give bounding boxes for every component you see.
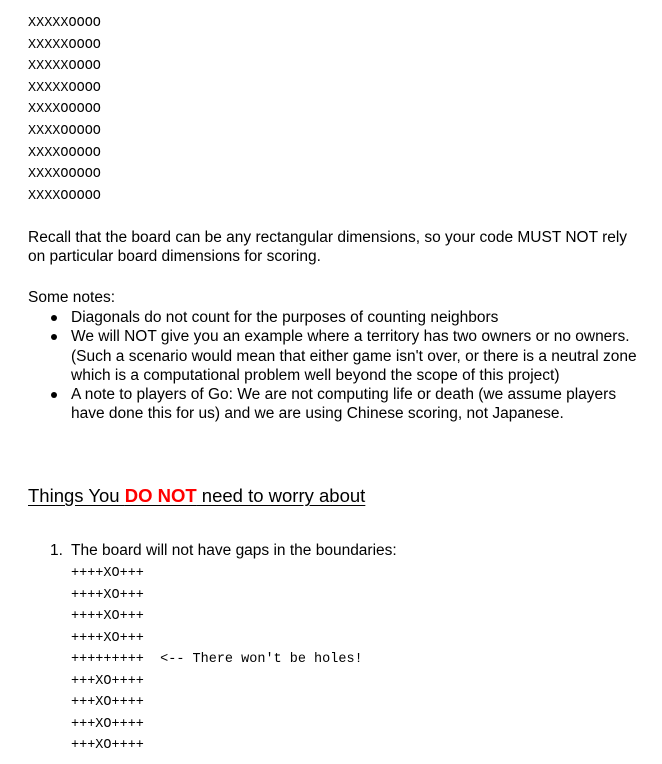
- board-row: XXXXXOOOO: [28, 59, 101, 75]
- board-row: XXXXXOOOO: [28, 37, 101, 53]
- board-row: XXXXXOOOO: [28, 80, 101, 96]
- board-row: XXXXOOOOO: [28, 188, 101, 204]
- board-row: +++XO++++: [71, 673, 144, 689]
- board-row: XXXXOOOOO: [28, 167, 101, 183]
- bullet-icon: [51, 392, 57, 398]
- board-row: +++XO++++: [71, 716, 144, 732]
- item-number: [28, 541, 71, 560]
- board-row: XXXXOOOOO: [28, 145, 101, 161]
- board-row: XXXXXOOOO: [28, 16, 101, 31]
- section-heading-before: Things You: [28, 485, 125, 506]
- board-row: +++XO++++: [71, 738, 144, 753]
- board-row: ++++XO+++: [71, 609, 144, 624]
- notes-list: [28, 308, 638, 424]
- board-row: ++++XO+++: [71, 587, 144, 603]
- list-item: [28, 327, 638, 385]
- board-row: ++++XO+++: [71, 630, 144, 646]
- section-heading-after: need to worry about: [196, 485, 366, 506]
- board-example-boundaries: [71, 563, 363, 757]
- board-row: ++++XO+++: [71, 566, 144, 581]
- list-item: [28, 385, 638, 424]
- board-row: [71, 649, 363, 671]
- item-number-text: 1.: [50, 542, 63, 559]
- section-heading-emphasis: DO NOT: [124, 485, 197, 506]
- list-item-text: Diagonals do not count for the purposes of counting neighbors: [71, 309, 499, 326]
- list-item: [28, 308, 638, 327]
- recall-paragraph: Recall that the board can be any rectangular dimensions, so your code MUST NOT rely on particular board dimensions for scoring.: [28, 229, 628, 265]
- board-row: XXXXOOOOO: [28, 123, 101, 139]
- bullet-icon: [51, 315, 57, 321]
- list-item-text: A note to players of Go: We are not computing life or death (we assume players have done this for us) and we are using Chinese scoring, not Japanese.: [71, 386, 617, 423]
- board-example-territory: [28, 13, 101, 207]
- list-item-text: We will NOT give you an example where a territory has two owners or no owners. (Such a scenario would mean that either game isn't over, or there is a neutral zone which is a computational problem well beyond the scope of this project): [71, 328, 637, 384]
- numbered-item: [28, 541, 397, 560]
- item-text: The board will not have gaps in the boundaries:: [71, 542, 397, 559]
- bullet-icon: [51, 334, 57, 340]
- section-heading: [28, 484, 365, 508]
- holes-annotation: <-- There won't be holes!: [160, 652, 363, 667]
- board-row: +++XO++++: [71, 695, 144, 710]
- board-row-text: +++++++++: [71, 652, 144, 667]
- notes-heading: Some notes:: [28, 289, 116, 306]
- board-row: XXXXOOOOO: [28, 102, 101, 118]
